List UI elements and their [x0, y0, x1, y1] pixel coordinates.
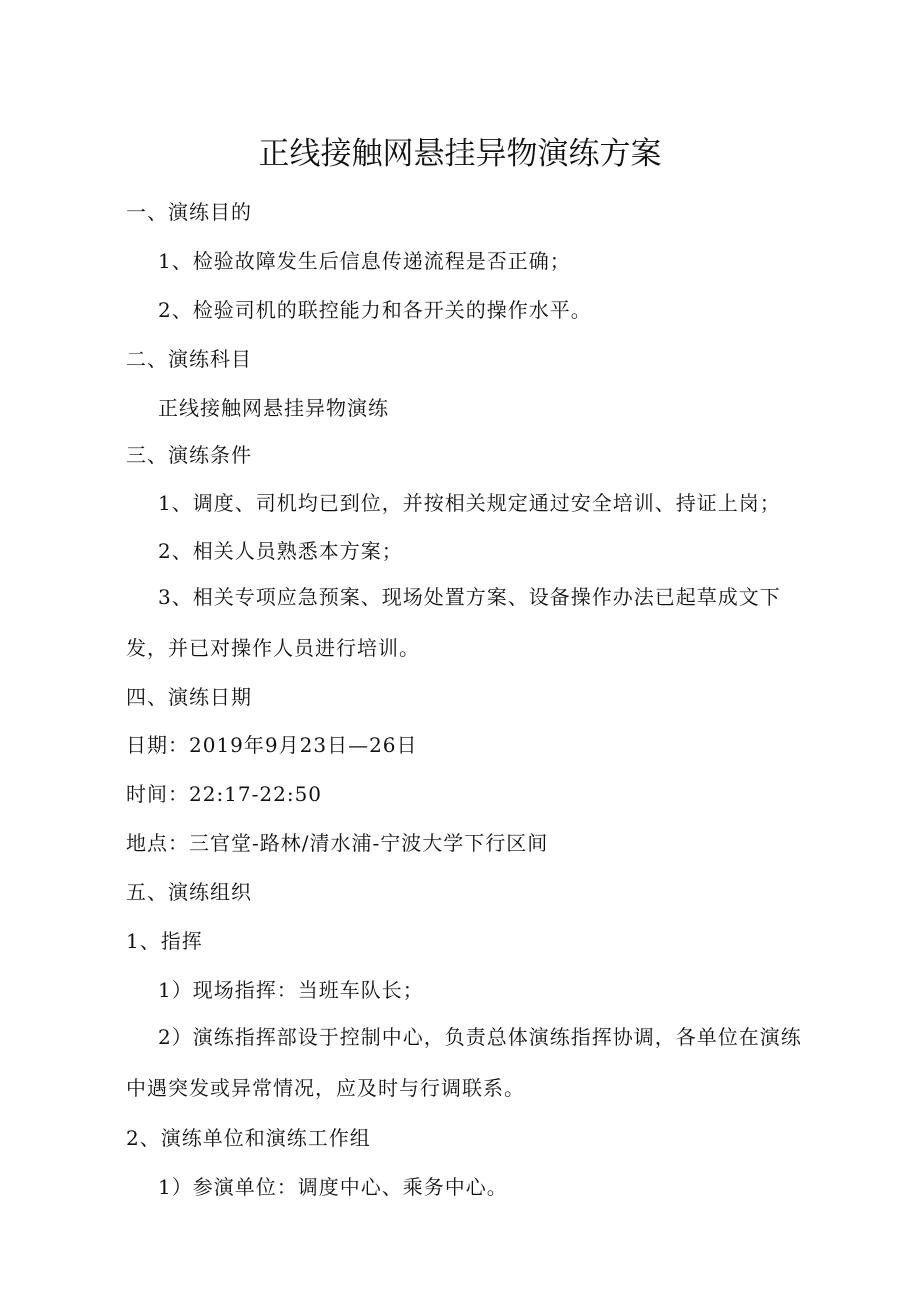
paragraph-3-1: 1、调度、司机均已到位，并按相关规定通过安全培训、持证上岗； — [158, 491, 781, 515]
section-heading-5: 五、演练组织 — [126, 880, 252, 904]
section-heading-4: 四、演练日期 — [126, 685, 252, 709]
section-heading-1: 一、演练目的 — [126, 200, 252, 224]
drill-date: 日期：2019年9月23日—26日 — [126, 733, 418, 757]
paragraph-3-3: 3、相关专项应急预案、现场处置方案、设备操作办法已起草成文下发，并已对操作人员进行培训。 — [126, 585, 781, 660]
paragraph-2-1: 正线接触网悬挂异物演练 — [158, 396, 389, 420]
section-heading-2: 二、演练科目 — [126, 347, 252, 371]
drill-location: 地点：三官堂-路林/清水浦-宁波大学下行区间 — [126, 831, 549, 855]
paragraph-5-2-1: 1）参演单位：调度中心、乘务中心。 — [158, 1175, 508, 1199]
paragraph-3-2: 2、相关人员熟悉本方案； — [158, 539, 403, 563]
paragraph-1-1: 1、检验故障发生后信息传递流程是否正确； — [158, 249, 571, 273]
document-title: 正线接触网悬挂异物演练方案 — [258, 136, 662, 172]
drill-time: 时间：22:17-22:50 — [126, 782, 323, 806]
section-heading-3: 三、演练条件 — [126, 443, 252, 467]
subsection-command: 1、指挥 — [126, 929, 203, 953]
paragraph-1-2: 2、检验司机的联控能力和各开关的操作水平。 — [158, 298, 592, 322]
subsection-units: 2、演练单位和演练工作组 — [126, 1126, 371, 1150]
paragraph-5-1-2: 2）演练指挥部设于控制中心，负责总体演练指挥协调，各单位在演练中遇突发或异常情况，应及时与行调联系。 — [126, 1025, 802, 1100]
paragraph-5-1-1: 1）现场指挥：当班车队长； — [158, 978, 424, 1002]
